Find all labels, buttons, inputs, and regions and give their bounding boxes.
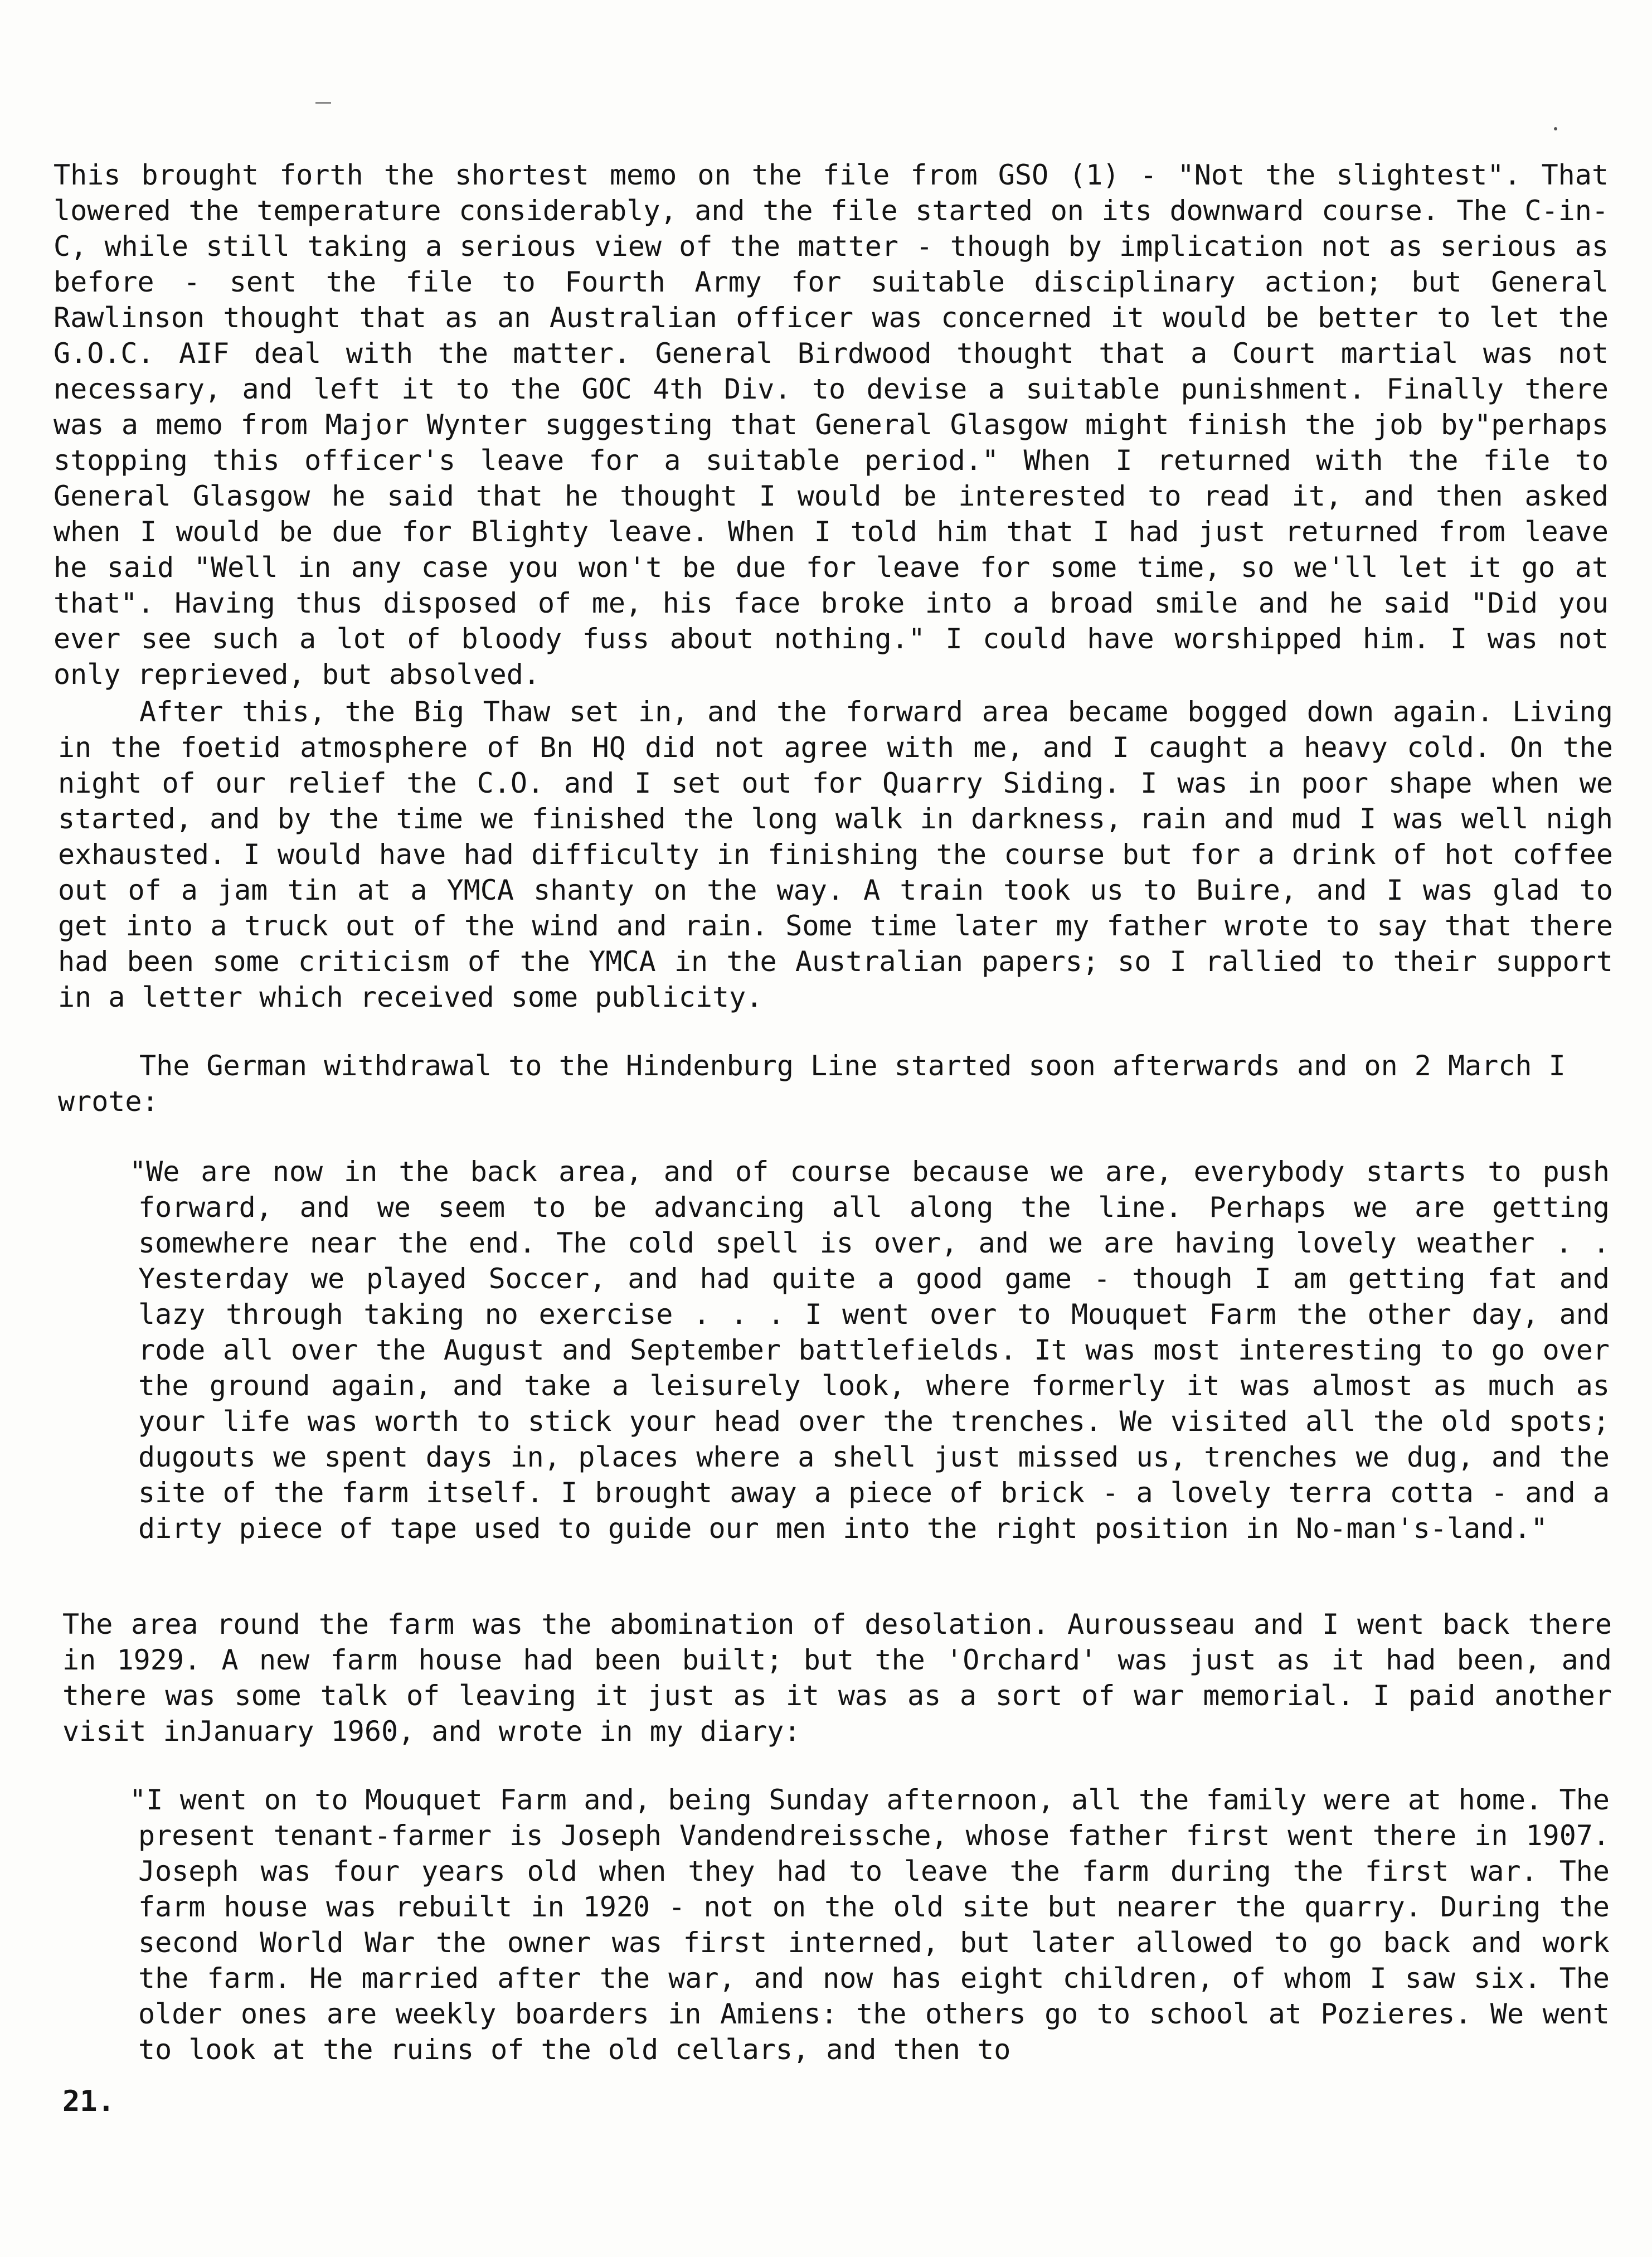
- paragraph-german-withdrawal: The German withdrawal to the Hindenburg Line started soon afterwards and on 2 March I wrote:: [58, 1050, 1566, 1118]
- quote-diary: "I went on to Mouquet Farm and, being Sunday afternoon, all the family were at home. The present tenant-farmer is Joseph Vandendreissche, whose father first went there in 1907. Joseph was four years old when they had to leave the farm during the first war. The farm house was rebuilt in 1920 - not on the old site but nearer the quarry. During the second World War the owner was first interned, but later allowed to go back and work the farm. He married after the war, and now has eight children, of whom I saw six. The older ones are weekly boarders in Amiens: the others go to school at Pozieres. We went to look at the ruins of the old cellars, and then to: [129, 1784, 1610, 2066]
- paper-speck: [1554, 127, 1557, 130]
- paragraph-memo: This brought forth the shortest memo on the file from GSO (1) - "Not the slightest". That lowered the temperature considerably, and the file started on its downward course. The C-in-C, while still taking a serious view of the matter - though by implication not as serious as before - sent the file to Fourth Army for suitable disciplinary action; but General Rawlinson thought that as an Australian officer was concerned it would be better to let the G.O.C. AIF deal with the matter. General Birdwood thought that a Court martial was not necessary, and left it to the GOC 4th Div. to devise a suitable punishment. Finally there was a memo from Major Wynter suggesting that General Glasgow might finish the job by"perhaps stopping this officer's leave for a suitable period." When I returned with the file to General Glasgow he said that he thought I would be interested to read it, and then asked when I would be due for Blighty leave. When I told him that I had just returned from leave he said "Well in any case you won't be due for leave for some time, so we'll let it go at that". Having thus disposed of me, his face broke into a broad smile and he said "Did you ever see such a lot of bloody fuss about nothing." I could have worshipped him. I was not only reprieved, but absolved.: [54, 159, 1609, 691]
- paragraph-big-thaw: After this, the Big Thaw set in, and the forward area became bogged down again. Living in the foetid atmosphere of Bn HQ did not agree with me, and I caught a heavy cold. On the night of our relief the C.O. and I set out for Quarry Siding. I was in poor shape when we started, and by the time we finished the long walk in darkness, rain and mud I was well nigh exhausted. I would have had difficulty in finishing the course but for a drink of hot coffee out of a jam tin at a YMCA shanty on the way. A train took us to Buire, and I was glad to get into a truck out of the wind and rain. Some time later my father wrote to say that there had been some criticism of the YMCA in the Australian papers; so I rallied to their support in a letter which received some publicity.: [58, 696, 1613, 1013]
- page-number: 21.: [62, 2085, 115, 2118]
- quote-letter: "We are now in the back area, and of course because we are, everybody starts to push forward, and we seem to be advancing all along the line. Perhaps we are getting somewhere near the end. The cold spell is over, and we are having lovely weather . . Yesterday we played Soccer, and had quite a good game - though I am getting fat and lazy through taking no exercise . . . I went over to Mouquet Farm the other day, and rode all over the August and September battlefields. It was most interesting to go over the ground again, and take a leisurely look, where formerly it was almost as much as your life was worth to stick your head over the trenches. We visited all the old spots; dugouts we spent days in, places where a shell just missed us, trenches we dug, and the site of the farm itself. I brought away a piece of brick - a lovely terra cotta - and a dirty piece of tape used to guide our men into the right position in No-man's-land.": [129, 1156, 1610, 1545]
- paragraph-desolation: The area round the farm was the abomination of desolation. Aurousseau and I went back there in 1929. A new farm house had been built; but the 'Orchard' was just as it had been, and there was some talk of leaving it just as it was as a sort of war memorial. I paid another visit inJanuary 1960, and wrote in my diary:: [62, 1608, 1612, 1748]
- stray-mark: [315, 102, 331, 104]
